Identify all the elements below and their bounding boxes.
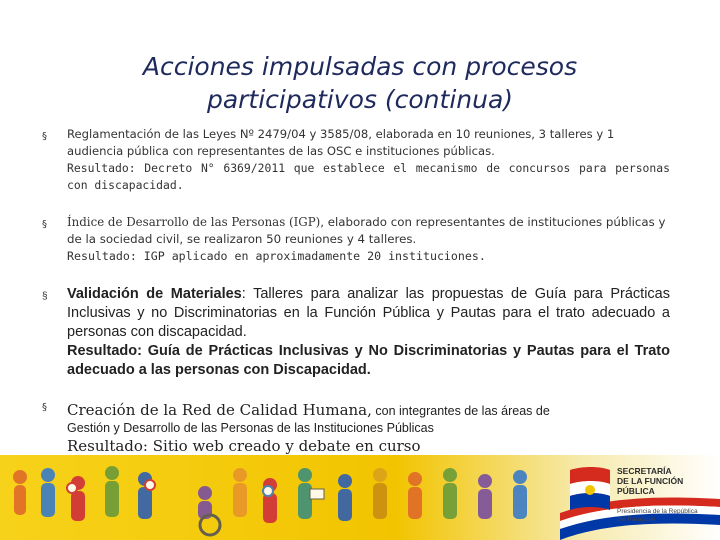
item-text: : Talleres para analizar las propuestas de Guía para Prácticas Inclusivas y no Discriminatorias en la Función Pública y Pautas para el trato adecuado a personas con discapacidad. (67, 286, 670, 340)
bullet-marker: § (42, 219, 47, 230)
logo-subtitle (617, 508, 698, 524)
person-figure-icon (478, 474, 492, 519)
item-text: Reglamentación de las Leyes Nº 2479/04 y 3585/08, elaborada en 10 reuniones, 3 talleres y 1 audiencia pública con representantes de las OSC e instituciones públicas. (67, 127, 615, 158)
seal-icon (585, 485, 595, 495)
list-item-network (40, 400, 670, 455)
item-lead: Validación de Materiales (67, 286, 242, 302)
bullet-marker: § (42, 131, 47, 142)
person-figure-icon (13, 470, 27, 515)
person-figure-icon (105, 466, 119, 517)
item-text-line-2: Gestión y Desarrollo de las Personas de las Instituciones Públicas (67, 421, 434, 435)
item-text: con integrantes de las áreas de (371, 404, 550, 418)
item-lead: Índice de Desarrollo de las Personas (IGP) (67, 215, 321, 229)
logo-line-1: SECRETARÍA (617, 466, 672, 476)
logo-sub-line-1: Presidencia de la República (617, 508, 698, 515)
bullet-list (40, 126, 670, 455)
item-result: Resultado: IGP aplicado en aproximadamente 20 instituciones. (67, 249, 486, 263)
person-figure-icon (233, 468, 247, 517)
slide-title (60, 50, 660, 116)
item-result: Resultado: Guía de Prácticas Inclusivas y No Discriminatorias y Pautas para el Trato adecuado a las personas con Discapacidad. (67, 343, 670, 378)
person-figure-icon (408, 472, 422, 519)
logo-line-3: PÚBLICA (617, 486, 655, 496)
person-figure-icon (443, 468, 457, 519)
list-item-igp (40, 214, 670, 265)
person-figure-icon (373, 468, 387, 519)
title-line-1: Acciones impulsadas con procesos (142, 52, 578, 81)
person-figure-icon (513, 470, 527, 519)
list-item-materials (40, 285, 670, 380)
logo-wordmark (617, 466, 683, 496)
list-item-regulation (40, 126, 670, 194)
bullet-marker: § (42, 402, 47, 413)
person-figure-icon (263, 478, 277, 523)
logo-line-2: DE LA FUNCIÓN (617, 476, 684, 486)
logo-sub-line-2: del Paraguay (617, 516, 656, 523)
title-line-2: participativos (continua) (206, 85, 514, 114)
person-figure-icon (338, 474, 352, 521)
person-figure-icon (41, 468, 55, 517)
item-result: Resultado: Decreto N° 6369/2011 que establece el mecanismo de concursos para personas con discapacidad. (67, 161, 670, 192)
item-text: , elaborado con representantes de instituciones públicas y de la sociedad civil, se realizaron 50 reuniones y 4 talleres. (67, 215, 666, 246)
item-lead: Creación de la Red de Calidad Humana, (67, 401, 372, 419)
item-result: Resultado: Sitio web creado y debate en curso (67, 437, 421, 455)
bullet-marker: § (42, 291, 48, 302)
